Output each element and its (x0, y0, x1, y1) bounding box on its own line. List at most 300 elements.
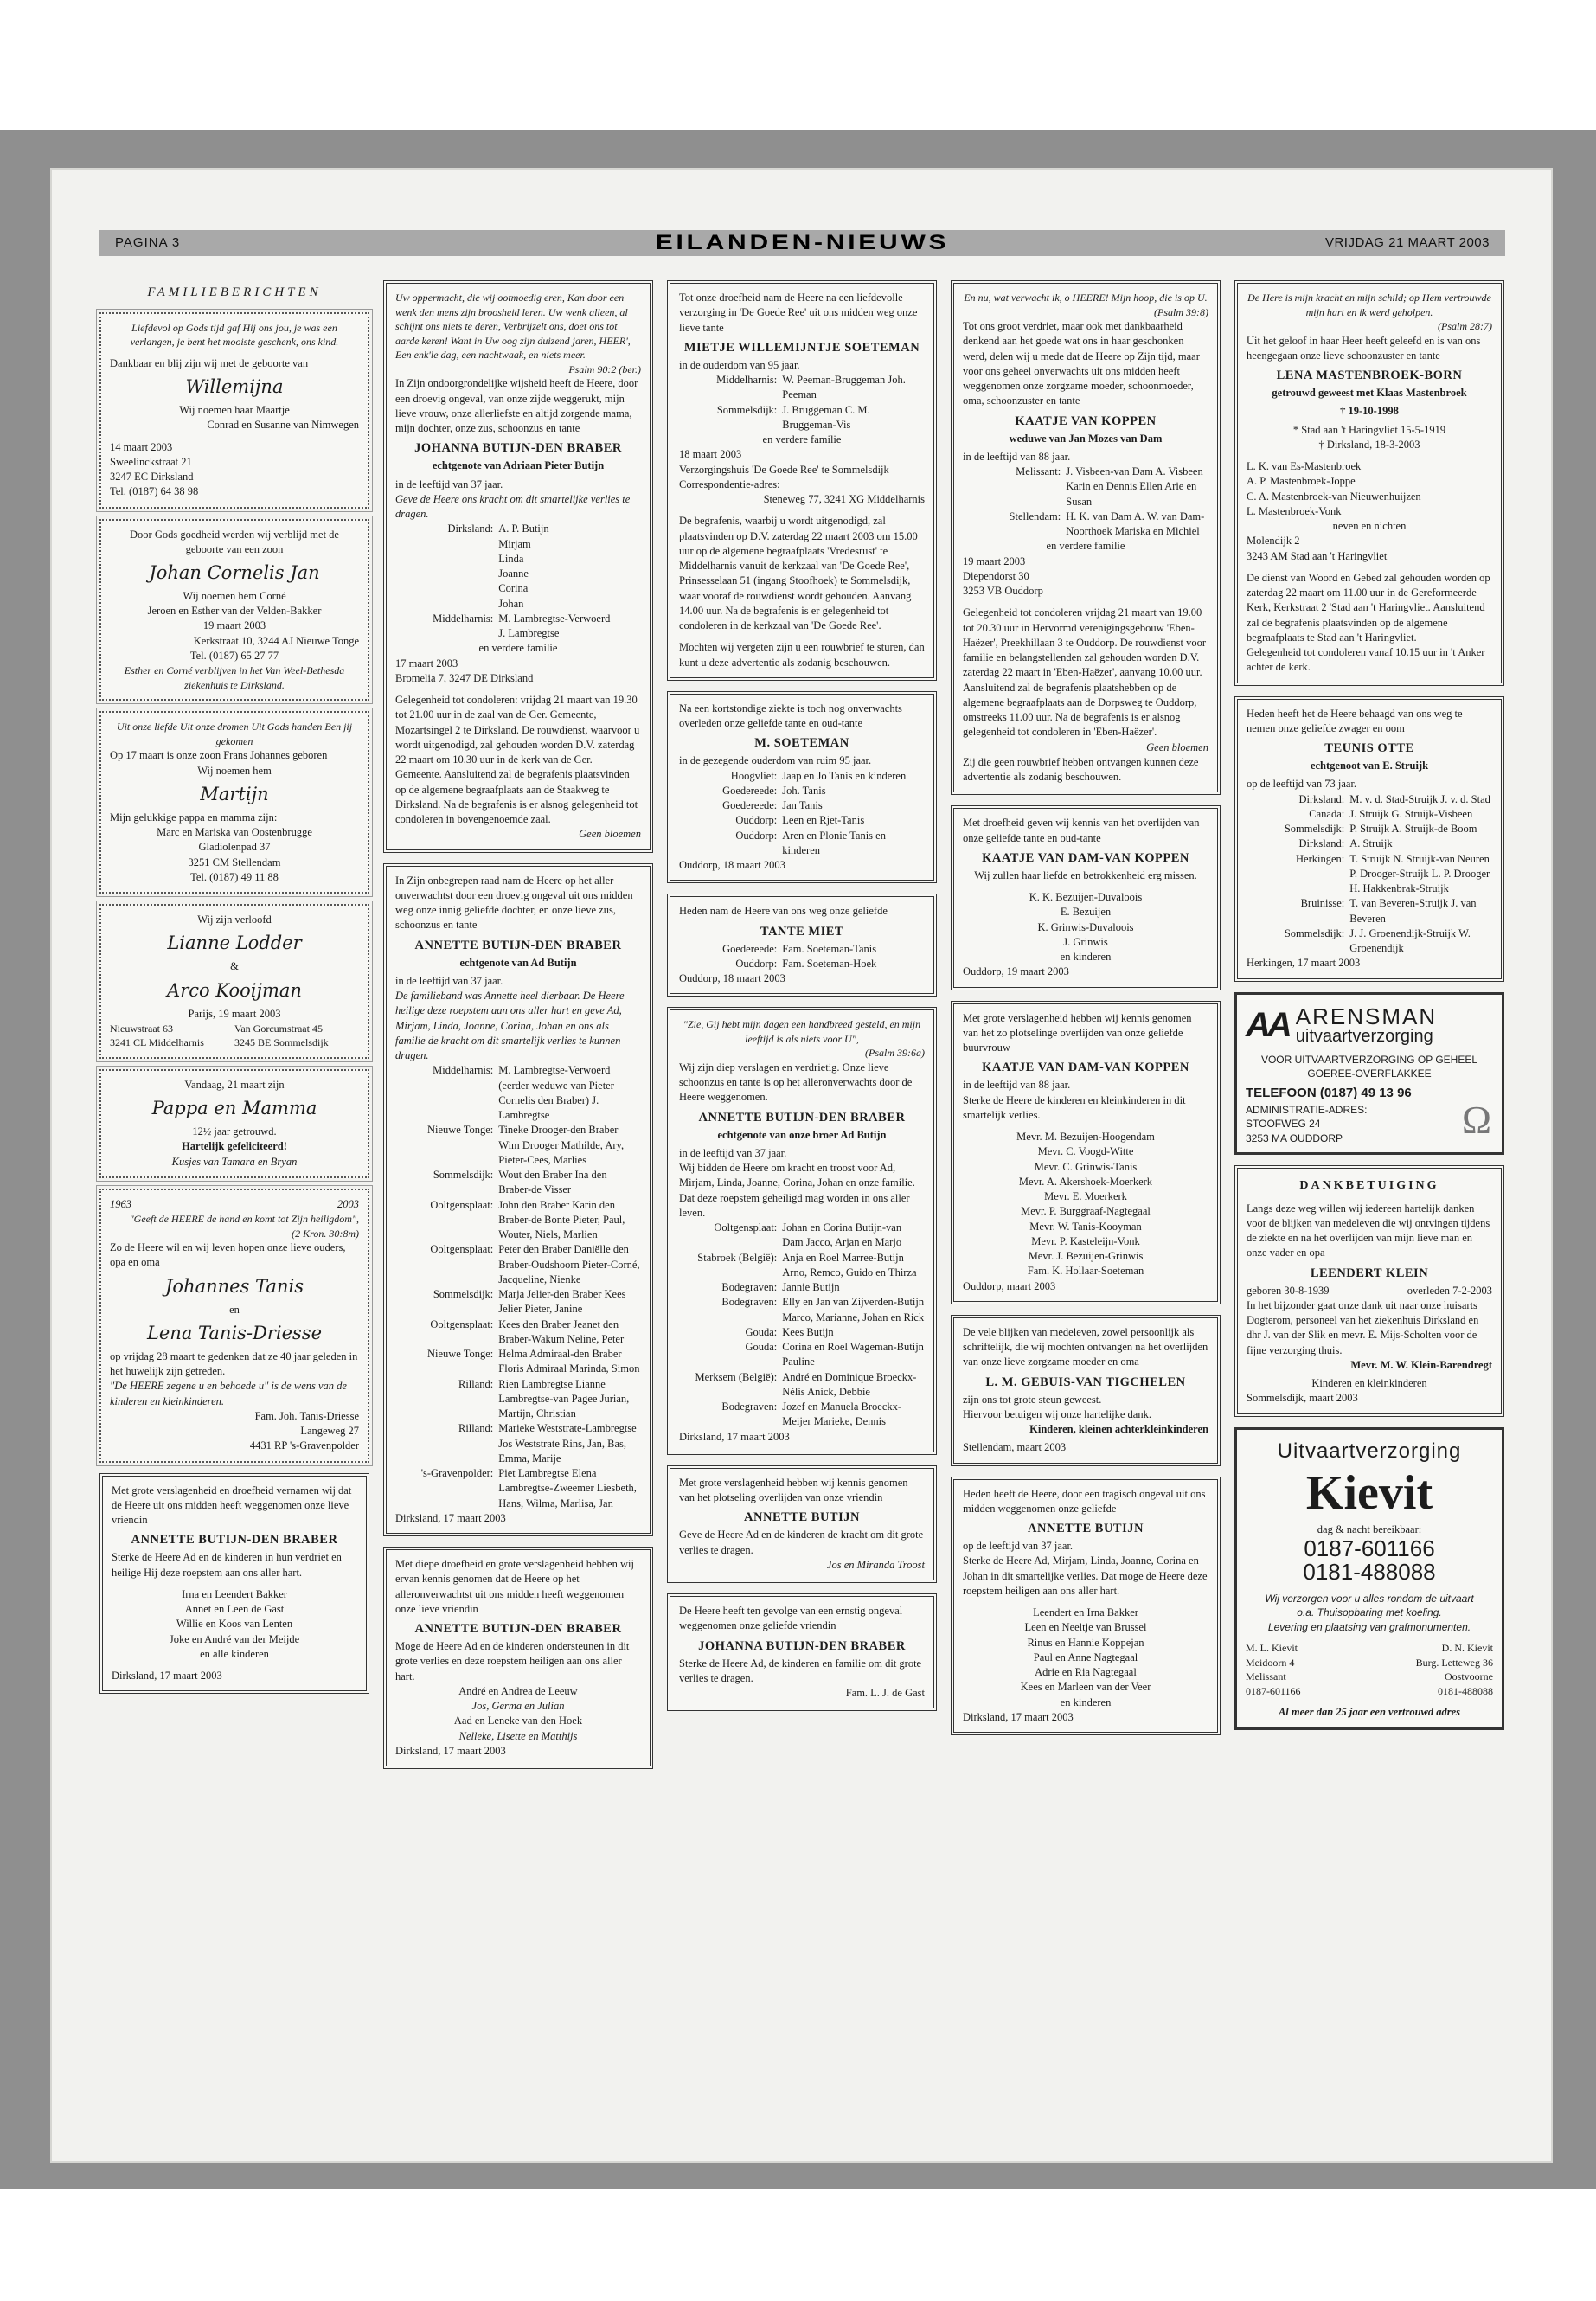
place: Bodegraven: (721, 1400, 778, 1413)
family-row (963, 465, 1208, 510)
place (1247, 867, 1349, 881)
signatory: André en Andrea de Leeuw (458, 1684, 578, 1697)
signatory: Mevr. M. W. Klein-Barendregt (1350, 1358, 1492, 1371)
telephone: Tel. (0187) 49 11 88 (190, 870, 279, 883)
names: Pappa en Mamma (151, 1098, 317, 1119)
contact-row (1246, 1641, 1493, 1656)
arrangements-text: De dienst van Woord en Gebed zal gehouden worden op zaterdag 22 maart om 11.00 uur in de Gereformeerde Kerk, Kerkstraat 2 'Stad aan 't Haringvliet. Aansluitend zal de begrafenis plaatsvinden op de algemene begraafplaats te Stad aan 't Haringvliet. (1247, 571, 1490, 644)
place: Nieuwe Tonge: (426, 1348, 494, 1361)
obituary-kaatje-van-koppen (951, 280, 1221, 795)
family-row (679, 1295, 925, 1325)
called-name: Wij noemen hem (197, 764, 272, 777)
called-name: Wij noemen hem Corné (183, 589, 286, 602)
obituary-annette-butijn (383, 863, 653, 1537)
family-row (395, 1287, 641, 1317)
family-row (395, 1347, 641, 1377)
names: Fam. Soeteman-Tanis (782, 942, 877, 955)
address-line: 4431 RP 's-Gravenpolder (249, 1439, 359, 1452)
signatory: en kinderen (1060, 1695, 1112, 1708)
availability: dag & nacht bereikbaar: (1317, 1522, 1422, 1535)
arrangements-text: De begrafenis, waarbij u wordt uitgenodigd, zal plaatsvinden op D.V. zaterdag 22 maart 2003 om 15.00 uur op de algemene begraafplaats 'Vredesrust' te Middelharnis vanuit de kerkzaal van 'De Goede Ree', Prinsesselaan 51 (ingang Stoofhoek) te Sommelsdijk, waar vooraf de rouwdienst wordt gehouden. Aanvang 14.00 uur. Na de begrafenis is er gelegenheid tot condoleren in de kerkzaal van 'De Goede Ree'. (679, 515, 918, 631)
address: Steneweg 77, 3241 XG Middelharnis (763, 493, 925, 505)
names: A. Struijk (1349, 837, 1393, 850)
address-line: 3247 EC Dirksland (110, 471, 194, 483)
obituary-annette-butijn-friends (951, 1477, 1221, 1736)
reference: (Psalm 39:8) (1154, 305, 1208, 318)
contact-row (1246, 1684, 1493, 1699)
company-name: ARENSMAN (1295, 1003, 1438, 1030)
signatory-children: Jos, Germa en Julian (471, 1700, 565, 1713)
signatory: Mevr. C. Voogd-Witte (1037, 1145, 1134, 1158)
names: Jaap en Jo Tanis en kinderen (782, 769, 907, 782)
place-date: Dirksland, 17 maart 2003 (395, 1744, 506, 1757)
place: Sommelsdijk: (716, 403, 778, 416)
reference: (2 Kron. 30:8m) (292, 1227, 359, 1240)
intro-text: Dankbaar en blij zijn wij met de geboorte van (110, 356, 309, 369)
text-2: Hiervoor betuigen wij onze hartelijke dank. (963, 1407, 1151, 1420)
heading: DANKBETUIGING (1299, 1179, 1439, 1193)
tagline: VOOR UITVAARTVERZORGING OP GEHEEL GOEREE-OVERFLAKKEE (1260, 1053, 1478, 1080)
family-row (679, 1400, 925, 1430)
family-row (1247, 852, 1492, 867)
place: Merksem (België): (695, 1370, 778, 1383)
anniversary-announcement (99, 1069, 369, 1178)
poem: Uit onze liefde Uit onze dromen Uit Gods handen Ben jij gekomen (116, 721, 353, 747)
signatory: Aad en Leneke van den Hoek (453, 1715, 583, 1727)
family-row (679, 1280, 925, 1295)
deceased-name: MIETJE WILLEMIJNTJE SOETEMAN (683, 340, 920, 355)
intro-text: Door Gods goedheid werden wij verblijd met de geboorte van een zoon (130, 528, 339, 555)
place-date: Ouddorp, 19 maart 2003 (963, 965, 1069, 978)
names: P. Struijk A. Struijk-de Boom (1349, 823, 1477, 836)
signatory: neven en nichten (1332, 520, 1407, 533)
age: in de gezegende ouderdom van ruim 95 jaar. (679, 754, 872, 767)
age: in de leeftijd van 88 jaar. (963, 1079, 1071, 1092)
correspondence-label: Correspondentie-adres: (679, 478, 780, 490)
signatory-2: Kinderen en kleinkinderen (1311, 1377, 1427, 1390)
poem: Liefdevol op Gods tijd gaf Hij ons jou, je was een verlangen, je bent het mooiste geschenk, ons kind. (130, 321, 339, 349)
names: Piet Lambregtse Elena Lambregtse-Zweemer Liesbeth, Hans, Wilma, Marlisa, Jan (498, 1467, 637, 1509)
signatory: Mevr. M. Bezuijen-Hoogendam (1016, 1131, 1155, 1144)
note: Esther en Corné verblijven in het Van Weel-Bethesda ziekenhuis te Dirksland. (124, 664, 345, 691)
contact-right: Oostvoorne (1445, 1670, 1493, 1683)
newspaper-page (52, 170, 1551, 2161)
further-family: en verdere familie (762, 433, 842, 445)
place: Ouddorp: (735, 829, 778, 842)
names: Kees den Braber Jeanet den Braber-Wakum Neline, Peter (498, 1317, 625, 1345)
deceased-name: LENA MASTENBROEK-BORN (1276, 369, 1463, 383)
signatory: Rinus en Hannie Koppejan (1027, 1636, 1144, 1649)
home: Verzorgingshuis 'De Goede Ree' te Sommelsdijk (679, 463, 889, 476)
signatories (963, 1606, 1208, 1695)
address-line: ADMINISTRATIE-ADRES: (1246, 1103, 1368, 1116)
family-row (679, 798, 925, 813)
years (110, 1197, 359, 1212)
address-line: Molendijk 2 (1247, 535, 1300, 548)
intro-text: Na een kortstondige ziekte is toch nog onverwachts overleden onze geliefde tante en oud-tante (679, 702, 902, 729)
text: De Heere heeft ten gevolge van een ernstig ongeval weggenomen onze geliefde vriendin (679, 1605, 903, 1632)
text: De familieband was Annette heel dierbaar. De Heere heilige deze roepstem aan ons aller hart en geve Ad, Mirjam, Linda, Joanne, Corina, Johan en ons als familie de kracht om dit smartelijk verlies te kunnen dragen. (395, 990, 625, 1062)
signatories (963, 1130, 1208, 1279)
thanks-gebuis (951, 1315, 1221, 1466)
deceased-name: ANNETTE BUTIJN-DEN BRABER (698, 1110, 906, 1125)
intro-text: Langs deze weg willen wij iedereen hartelijk danken voor de blijken van medeleven die wij ontvingen tijdens de ziekte en na het overlijden van mijn lieve man en onze vader en opa (1247, 1202, 1490, 1259)
names: Marieke Weststrate-Lambregtse Jos Weststrate Rins, Jan, Bas, Emma, Marije (498, 1422, 637, 1465)
place: 's-Gravenpolder: (420, 1467, 494, 1480)
place-date: Dirksland, 17 maart 2003 (112, 1670, 222, 1682)
line: Hartelijk gefeliciteerd! (182, 1140, 287, 1153)
place: Canada: (1309, 807, 1345, 820)
family-row (679, 1221, 925, 1251)
deceased-name: JOHANNA BUTIJN-DEN BRABER (698, 1638, 906, 1653)
address-line: Kerkstraat 10, 3244 AJ Nieuwe Tonge (193, 634, 359, 647)
family-rows (679, 769, 925, 859)
issue-date: VRIJDAG 21 MAART 2003 (1324, 235, 1490, 250)
names: Fam. Soeteman-Hoek (782, 957, 877, 970)
spouse-line: echtgenote van Adriaan Pieter Butijn (432, 459, 605, 472)
intro-text: Heden nam de Heere van ons weg onze geliefde (679, 905, 888, 918)
arrangements-text: Gelegenheid tot condoleren: vrijdag 21 maart van 19.30 tot 21.00 uur in de zaal van de Ger. Gemeente, Mozartsingel 2 te Dirksland. De rouwdienst, waarvoor u wordt uitgenodigd, zal gehouden worden D.V. zaterdag 22 maart om 10.30 uur in de kerk van de Ger. Gemeente. Aansluitend zal de begrafenis plaatsvinden op de algemene begraafplaats aan de Staakweg te Dirksland. Na de begrafenis is er alsnog gelegenheid tot condoleren in bovengenoemde zaal. (395, 694, 640, 826)
place: Stabroek (België): (697, 1251, 778, 1264)
place: Bruinisse: (1300, 897, 1345, 910)
footer-slogan: Al meer dan 25 jaar een vertrouwd adres (1278, 1706, 1461, 1719)
further-family: en verdere familie (478, 642, 558, 655)
intro-text: Zo de Heere wil en wij leven hopen onze lieve ouders, opa en oma (110, 1241, 346, 1269)
place: Sommelsdijk: (1284, 823, 1345, 836)
names: M. v. d. Stad-Struijk J. v. d. Stad (1349, 792, 1490, 805)
text-2: Sterke de Heere Ad en de kinderen in hun verdriet en heilige Hij deze roepstem aan ons aller hart. (112, 1551, 342, 1579)
family-row (963, 510, 1208, 540)
text: Wij zullen haar liefde en betrokkenheid erg missen. (974, 868, 1197, 881)
family-rows (679, 1221, 925, 1430)
signatory: L. Mastenbroek-Vonk (1247, 504, 1342, 517)
family-row (395, 1421, 641, 1466)
names: W. Peeman-Bruggeman Joh. Peeman (782, 374, 906, 401)
quote: Geve de Heere ons kracht om dit smartelijke verlies te dragen. (395, 492, 631, 521)
intro-text: Met grote verslagenheid hebben wij kennis genomen van het zo plotselinge overlijden van onze geliefde buurvrouw (963, 1011, 1192, 1054)
signatory: Kinderen, kleinen achterkleinkinderen (1029, 1423, 1208, 1436)
place-date: Ouddorp, 18 maart 2003 (679, 859, 785, 871)
place (1247, 881, 1349, 896)
names: T. van Beveren-Struijk J. van Beveren (1349, 897, 1477, 925)
family-rows (395, 1063, 641, 1511)
name: J. Lambregtse (498, 627, 560, 640)
intro-text: In Zijn ondoorgrondelijke wijsheid heeft de Heere, door een droevig ongeval, van onze zijde weggerukt, mijn lieve vrouw, onze allerliefste en altijd zorgende mama, mijn dochter, onze zus, schoonzus en tante (395, 377, 638, 435)
address-line: Gladiolenpad 37 (198, 841, 271, 854)
names: Marja Jelier-den Braber Kees Jelier Pieter, Janine (498, 1288, 626, 1316)
phone-1: 0187-601166 (1304, 1535, 1435, 1561)
intro-text: Op 17 maart is onze zoon Frans Johannes geboren (110, 749, 328, 762)
names: Tineke Drooger-den Braber Wim Drooger Mathilde, Ary, Pieter-Cees, Marlies (498, 1124, 625, 1166)
intro-text: Uit het geloof in haar Heer heeft geleefd en is van ons heengegaan onze lieve schoonzuster en tante (1247, 334, 1481, 362)
signatory: Joke en André van der Meijde (169, 1632, 300, 1645)
died: overleden 7-2-2003 (1407, 1284, 1492, 1297)
place: Nieuwe Tonge: (426, 1124, 494, 1137)
address-left: Nieuwstraat 63 (110, 1022, 173, 1035)
spouse-line: weduwe van Jan Mozes van Dam (1009, 432, 1163, 445)
died: † Dirksland, 18-3-2003 (1318, 438, 1420, 451)
names: Corina en Roel Wageman-Butijn Pauline (782, 1341, 924, 1368)
signatory: Irna en Leendert Bakker (182, 1587, 287, 1600)
date: Parijs, 19 maart 2003 (188, 1007, 281, 1020)
names: J. Visbeen-van Dam A. Visbeen Karin en Dennis Ellen Arie en Susan (1066, 465, 1203, 508)
signatory: Mevr. P. Burggraaf-Nagtegaal (1021, 1205, 1151, 1218)
address-line: 3251 CM Stellendam (188, 856, 281, 868)
tagline: Levering en plaatsing van grafmonumenten. (1267, 1620, 1471, 1633)
line: Vandaag, 21 maart zijn (184, 1078, 285, 1091)
place: Middelharnis: (433, 1064, 494, 1077)
kievit-advertisement (1234, 1427, 1504, 1730)
signatory: Fam. L. J. de Gast (845, 1687, 925, 1700)
names: H. Hakkenbrak-Struijk (1349, 882, 1449, 895)
signatory: K. Grinwis-Duvaloois (1037, 920, 1134, 933)
text-2: Sterke de Heere Ad, de kinderen en familie om dit grote verlies te dragen. (679, 1657, 922, 1684)
place: Dirksland: (1298, 837, 1345, 850)
place-date: Sommelsdijk, maart 2003 (1247, 1392, 1358, 1405)
deceased-name: JOHANNA BUTIJN-DEN BRABER (414, 441, 622, 456)
family-row (679, 403, 925, 433)
page-number: PAGINA 3 (115, 235, 181, 250)
signatory: Kees en Marleen van der Veer (1020, 1681, 1151, 1694)
text: In het bijzonder gaat onze dank uit naar onze huisarts Dogterom, personeel van het ziekenhuis Dirksland en dhr J. van der Slik en mevr. E. Mijs-Scholten voor de fijne verzorging thuis. (1247, 1298, 1479, 1356)
signatory: Paul en Anne Nagtegaal (1033, 1650, 1138, 1663)
text: Met diepe droefheid en grote verslagenheid hebben wij ervan kennis genomen dat de Heere op het alleronverwachtst uit ons midden heeft weggenomen onze lieve vriendin (395, 1558, 634, 1615)
parents: Marc en Mariska van Oostenbrugge (157, 826, 312, 839)
deceased-name: TEUNIS OTTE (1324, 741, 1414, 756)
child-name: Willemijna (185, 376, 284, 398)
place: Ouddorp: (735, 957, 778, 970)
contact-row (1246, 1670, 1493, 1684)
contact-row (1246, 1656, 1493, 1670)
names: Anja en Roel Marree-Butijn Arno, Remco, Guido en Thirza (782, 1251, 917, 1279)
name-2: Lena Tanis-Driesse (146, 1322, 323, 1343)
place: Ooltgensplaat: (430, 1317, 494, 1330)
signoff: Geen bloemen (579, 828, 641, 841)
family-row (395, 612, 641, 642)
names: Joh. Tanis (782, 784, 826, 797)
obituary-soeteman-2 (667, 691, 937, 884)
place: Rilland: (458, 1422, 494, 1435)
column-5 (1234, 280, 1504, 1740)
text: Sterke de Heere de kinderen en kleinkinderen in dit smartelijk verlies. (963, 1093, 1186, 1121)
names: André en Dominique Broeckx-Nélis Anick, Debbie (782, 1370, 917, 1398)
family-row (395, 1123, 641, 1168)
place: Sommelsdijk: (433, 1288, 494, 1301)
deceased-name: M. SOETEMAN (754, 736, 849, 751)
tagline: Wij verzorgen voor u alles rondom de uitvaart (1265, 1592, 1474, 1605)
place: Ouddorp: (735, 814, 778, 827)
arensman-advertisement (1234, 992, 1504, 1156)
intro-text: Heden heeft de Heere, door een tragisch ongeval uit ons midden weggenomen onze geliefde (963, 1487, 1206, 1515)
address-line: 3253 MA OUDDORP (1246, 1131, 1343, 1144)
company-name: Kievit (1305, 1465, 1433, 1520)
called-name: Wij noemen haar Maartje (179, 404, 290, 416)
names: J. Bruggeman C. M. Bruggeman-Vis (782, 403, 870, 431)
text: zijn ons tot grote steun geweest. (963, 1393, 1102, 1406)
intro-text: Wij zijn diep verslagen en verdrietig. Onze lieve schoonzus en tante is op het alleronverwachts door de Heere weggenomen. (679, 1061, 913, 1104)
relation-line: echtgenote van onze broer Ad Butijn (717, 1128, 887, 1141)
section-heading: FAMILIEBERICHTEN (147, 285, 322, 299)
obituary-lena-mastenbroek (1234, 280, 1504, 686)
text-2: Moge de Heere Ad en de kinderen ondersteunen in dit grote verlies en deze roepstem heiligen aan ons aller hart. (395, 1640, 630, 1682)
family-row (679, 1325, 925, 1340)
newspaper-title: EILANDEN-NIEUWS (655, 231, 950, 254)
child-name: Johan Cornelis Jan (149, 562, 320, 583)
place: Stellendam: (1009, 510, 1061, 522)
condolence-butijn-5 (667, 1465, 937, 1583)
date: 19 maart 2003 (963, 554, 1026, 567)
obituary-van-dam-van-koppen-3 (951, 1001, 1221, 1304)
age: op de leeftijd van 37 jaar. (963, 1540, 1074, 1553)
column-3 (667, 280, 937, 1721)
family-rows (1247, 792, 1492, 957)
place-date: Ouddorp, maart 2003 (963, 1279, 1056, 1292)
signoff: Geen bloemen (1146, 740, 1208, 753)
footer-note: Zij die geen rouwbrief hebben ontvangen kunnen deze advertentie als zodanig beschouwen. (963, 755, 1199, 784)
signatory: Mevr. J. Bezuijen-Grinwis (1028, 1250, 1144, 1263)
quote-2: "De HEERE zegene u en behoede u" is de wens van de kinderen en kleinkinderen. (110, 1380, 347, 1407)
address-row (110, 1022, 359, 1036)
name: Corina (498, 582, 529, 595)
signatory: A. P. Mastenbroek-Joppe (1247, 475, 1356, 488)
names: M. Lambregtse-Verwoerd (eerder weduwe van Pieter Cornelis den Braber) J. Lambregtse (498, 1064, 614, 1122)
signatory: K. K. Bezuijen-Duvaloois (1029, 891, 1143, 904)
ad-title: Uitvaartverzorging (1277, 1439, 1462, 1463)
quote: De Here is mijn kracht en mijn schild; op Hem vertrouwde mijn hart en ik werd geholpen. (1247, 292, 1491, 318)
date: 17 maart 2003 (395, 657, 458, 670)
text: Met grote verslagenheid hebben wij kennis genomen van het plotseling overlijden van onze vriendin (679, 1476, 908, 1504)
family-row (679, 784, 925, 798)
contact-left: Melissant (1246, 1670, 1286, 1683)
signatory: Mevr. W. Tanis-Kooyman (1029, 1220, 1142, 1233)
family-rows (679, 373, 925, 433)
signatory: E. Bezuijen (1060, 906, 1112, 919)
psalm-reference: Psalm 90:2 (ber.) (568, 362, 641, 375)
signatory: Willie en Koos van Lenten (176, 1618, 293, 1631)
contact-right: Burg. Letteweg 36 (1415, 1656, 1493, 1669)
signatory-children: Nelleke, Lisette en Matthijs (458, 1729, 578, 1742)
further-family: en verdere familie (1046, 540, 1125, 553)
place: Dirksland: (1298, 792, 1345, 805)
telephone: Tel. (0187) 64 38 98 (110, 485, 199, 498)
signatory: J. Grinwis (1063, 935, 1108, 948)
signatory: en kinderen (1060, 951, 1112, 964)
reference: (Psalm 28:7) (1438, 320, 1492, 333)
omega-icon: Ω (1461, 1097, 1491, 1142)
names (498, 612, 641, 642)
year-end: 2003 (337, 1197, 359, 1210)
heading: Wij zijn verloofd (197, 913, 272, 926)
place: Melissant: (1016, 465, 1061, 478)
signatory: C. A. Mastenbroek-van Nieuwenhuijzen (1247, 490, 1421, 503)
names: Aren en Plonie Tanis en kinderen (782, 829, 886, 856)
age: op de leeftijd van 73 jaar. (1247, 778, 1357, 791)
names: Peter den Braber Daniëlle den Braber-Oudshoorn Pieter-Corné, Jacqueline, Nienke (498, 1243, 640, 1285)
obituary-van-dam-van-koppen-2 (951, 805, 1221, 990)
names: Kees Butijn (782, 1325, 834, 1338)
deceased-name: KAATJE VAN DAM-VAN KOPPEN (982, 1061, 1189, 1075)
deceased-name: ANNETTE BUTIJN (1028, 1522, 1144, 1536)
text: Wij bidden de Heere om kracht en troost voor Ad, Mirjam, Linda, Joanne, Corina, Johan en onze familie. Dat deze roepstem geheiligd mag worden in ons aller leven. (679, 1162, 915, 1219)
phone-2: 0181-488088 (1303, 1559, 1436, 1586)
company-subtitle: uitvaartverzorging (1295, 1027, 1433, 1047)
family-row (1247, 836, 1492, 851)
signatory: en alle kinderen (200, 1647, 269, 1660)
family-row (1247, 896, 1492, 926)
place: Ooltgensplaat: (714, 1221, 778, 1234)
family-row (1247, 792, 1492, 807)
arrangements-text-2: Gelegenheid tot condoleren vanaf 10.15 uur in 't Anker achter de kerk. (1247, 646, 1485, 674)
condolence-butijn-1 (99, 1473, 369, 1695)
intro-text: Met droefheid geven wij kennis van het overlijden van onze geliefde tante en oud-tante (963, 817, 1200, 844)
name-1: Johannes Tanis (165, 1275, 304, 1297)
intro-text: Tot onze droefheid nam de Heere na een liefdevolle verzorging in 'De Goede Ree' uit ons midden weg onze lieve tante (679, 292, 918, 334)
names: Rien Lambregtse Lianne Lambregtse-van Pagee Jurian, Martijn, Christian (498, 1377, 630, 1420)
family-row (395, 1063, 641, 1123)
thanks-leendert-klein (1234, 1165, 1504, 1416)
birth-announcement-willemijna (99, 312, 369, 509)
family-row (679, 957, 925, 971)
poem: Uw oppermacht, die wij ootmoedig eren, Kan door een wenk den mens zijn broosheid leren. Uw wenk alleen, al schijnt ons niets te deren, Verbrijzelt ons, doet ons tot aarde keren! Want in Uw oog zijn duizend jaren, HEER', Een enk'le dag, een nachtwaak, en niets meer. (395, 292, 631, 362)
names: Jannie Butijn (782, 1281, 840, 1294)
obituary-teunis-otte (1234, 696, 1504, 982)
parents: Jeroen en Esther van der Velden-Bakker (147, 605, 322, 618)
text: op vrijdag 28 maart te gedenken dat ze 40 jaar geleden in het huwelijk zijn getreden. (110, 1349, 358, 1378)
deceased-name: L. M. GEBUIS-VAN TIGCHELEN (985, 1375, 1186, 1389)
names: Jozef en Manuela Broeckx-Meijer Marieke, Dennis (782, 1400, 902, 1428)
deceased-name: ANNETTE BUTIJN-DEN BRABER (131, 1533, 338, 1548)
age: in de ouderdom van 95 jaar. (679, 358, 800, 371)
place: Ooltgensplaat: (430, 1198, 494, 1211)
name: Joanne (498, 567, 529, 580)
ampersand: & (230, 960, 239, 973)
family-row (395, 522, 641, 612)
place: Middelharnis: (433, 612, 494, 625)
place: Gouda: (745, 1341, 778, 1354)
happy-text: Mijn gelukkige pappa en mamma zijn: (110, 811, 278, 824)
spouse-line: echtgenote van Ad Butijn (459, 956, 577, 969)
address-right: 3245 BE Sommelsdijk (234, 1036, 329, 1049)
column-2 (383, 280, 653, 1779)
intro-text: In Zijn onbegrepen raad nam de Heere op het aller onverwachtst door een droevig ongeval uit ons midden weg onze innig geliefde dochter, en onze lieve zus, schoonzus en tante (395, 874, 633, 932)
family-row (679, 1340, 925, 1370)
family-rows (679, 942, 925, 972)
signatory: Fam. K. Hollaar-Soeteman (1027, 1265, 1144, 1278)
engagement-announcement (99, 904, 369, 1059)
arrangements-text: Gelegenheid tot condoleren vrijdag 21 maart van 19.00 tot 20.30 uur in Hervormd verenigingsgebouw 'Eben-Haëzer', Preekhillaan 3 te Ouddorp. De rouwdienst voor familie en belangstellenden zal gehouden worden D.V. zaterdag 22 maart in 'Eben-Haëzer', aanvang 10.00 uur. Aansluitend zal de begrafenis plaatshebben op de algemene begraafplaats aan de Dorpsweg te Ouddorp, omstreeks 11.00 uur. Na de begrafenis is er alsnog gelegenheid tot condoleren in 'Eben-Haëzer'. (963, 606, 1206, 739)
family-row (1247, 867, 1492, 881)
obituary-soeteman-1 (667, 280, 937, 681)
age: in de leeftijd van 88 jaar. (963, 450, 1071, 463)
text: Met grote verslagenheid en droefheid vernamen wij dat de Heere uit ons midden heeft weggenomen onze lieve vriendin (112, 1484, 352, 1527)
age: in de leeftijd van 37 jaar. (395, 478, 503, 490)
address-line: 3243 AM Stad aan 't Haringvliet (1247, 549, 1388, 562)
signatory: Annet en Leen de Gast (184, 1603, 285, 1616)
family-row (395, 1242, 641, 1287)
born: geboren 30-8-1939 (1247, 1284, 1330, 1297)
note: Mochten wij vergeten zijn u een rouwbrief te sturen, dan kunt u deze advertentie als zodanig beschouwen. (679, 641, 925, 669)
obituary-johanna-butijn (383, 280, 653, 853)
address-line: STOOFWEG 24 (1246, 1118, 1321, 1131)
family-row (1247, 807, 1492, 822)
names: Wout den Braber Ina den Braber-de Visser (498, 1169, 607, 1196)
arensman-logo (1246, 1002, 1493, 1049)
family-row (679, 942, 925, 957)
place: Ooltgensplaat: (430, 1243, 494, 1256)
and: en (229, 1303, 240, 1316)
deceased-name: ANNETTE BUTIJN (744, 1510, 860, 1525)
contact-right: D. N. Kievit (1441, 1642, 1493, 1655)
